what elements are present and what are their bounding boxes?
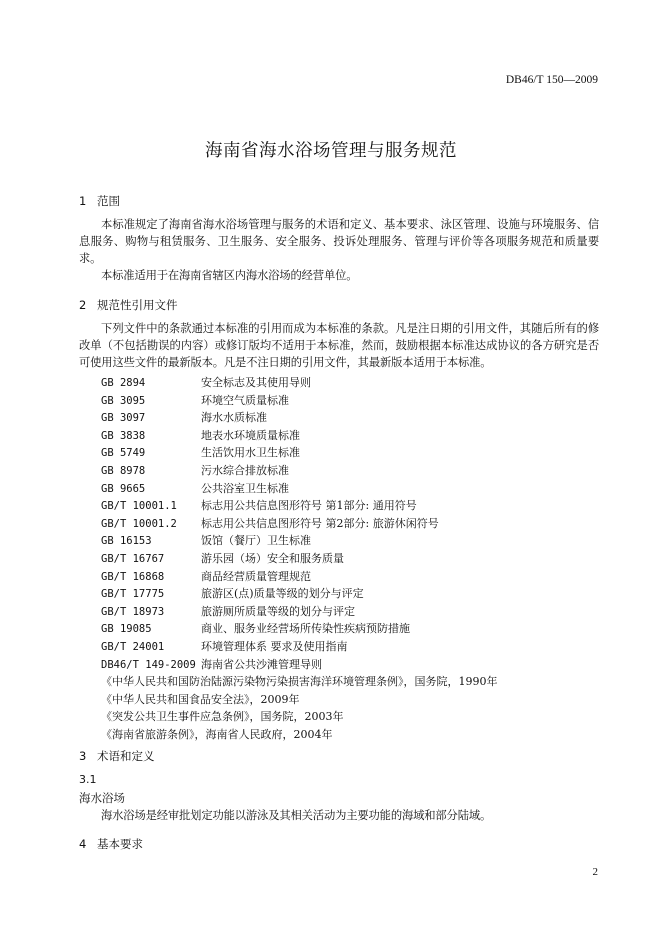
reference-code: GB 5749 xyxy=(101,447,146,460)
reference-title: 旅游区(点)质量等级的划分与评定 xyxy=(201,587,364,601)
reference-title: 商品经营质量管理规范 xyxy=(201,569,311,583)
reference-row xyxy=(101,568,311,585)
reference-title: 安全标志及其使用导则 xyxy=(201,376,311,389)
page-number: 2 xyxy=(592,866,598,878)
section-2-heading xyxy=(79,297,178,313)
reference-code: GB/T 18973 xyxy=(101,605,165,618)
reference-code: GB/T 17775 xyxy=(101,588,165,601)
section-number: 3 xyxy=(79,749,87,763)
reference-row xyxy=(101,532,311,549)
reference-code: GB 3838 xyxy=(101,429,146,442)
section-3-heading xyxy=(79,748,155,764)
section-title: 术语和定义 xyxy=(97,749,155,763)
reference-title: 旅游厕所质量等级的划分与评定 xyxy=(201,604,355,618)
section-number: 2 xyxy=(79,298,87,312)
reference-code: GB 9665 xyxy=(101,482,146,495)
reference-title: 游乐园（场）安全和服务质量 xyxy=(201,552,344,565)
reference-code: GB 16153 xyxy=(101,535,152,548)
section-title: 规范性引用文件 xyxy=(97,298,178,312)
reference-row xyxy=(101,374,311,391)
reference-row xyxy=(101,603,355,620)
document-id: DB46/T 150—2009 xyxy=(505,74,598,86)
section-1-heading xyxy=(79,193,120,209)
reference-title: 标志用公共信息图形符号 第2部分: 旅游休闲符号 xyxy=(201,516,439,530)
section-title: 范围 xyxy=(97,194,120,208)
reference-title: 地表水环境质量标准 xyxy=(201,428,300,442)
reference-code: GB 19085 xyxy=(101,623,152,636)
reference-code: GB 2894 xyxy=(101,377,146,389)
section-4-heading xyxy=(79,836,143,852)
term-definition: 海水浴场是经审批划定功能以游泳及其相关活动为主要功能的海域和部分陆域。 xyxy=(101,809,492,822)
reference-title: 公共浴室卫生标准 xyxy=(201,481,289,495)
section-number: 4 xyxy=(79,837,87,851)
reference-row xyxy=(101,515,439,532)
section-2-intro: 下列文件中的条款通过本标准的引用而成为本标准的条款。凡是注日期的引用文件，其随后所有的修改单（不包括勘误的内容）或修订版均不适用于本标准，然而，鼓励根据本标准达成协议的各方研究是否可使用这些文件的最新版本。凡是不注日期的引用文件，其最新版本适用于本标准。 xyxy=(79,322,599,369)
section-1-paragraph-2: 本标准适用于在海南省辖区内海水浴场的经营单位。 xyxy=(101,269,358,282)
reference-title: 环境管理体系 要求及使用指南 xyxy=(201,640,348,653)
reference-row xyxy=(101,585,364,602)
reference-code: GB/T 24001 xyxy=(101,641,165,653)
reference-row xyxy=(101,462,289,479)
reference-row xyxy=(101,409,267,426)
section-number: 1 xyxy=(79,194,87,208)
reference-code: GB 8978 xyxy=(101,465,146,477)
reference-code: GB/T 16767 xyxy=(101,553,165,565)
reference-row xyxy=(101,497,417,514)
page-title: 海南省海水浴场管理与服务规范 xyxy=(205,141,457,161)
reference-title: 饭馆（餐厅）卫生标准 xyxy=(201,534,311,548)
term-name: 海水浴场 xyxy=(79,791,125,805)
reference-title: 污水综合排放标准 xyxy=(201,464,289,477)
reference-row xyxy=(101,656,322,673)
regulation-item: 《突发公共卫生事件应急条例》，国务院，2003年 xyxy=(101,710,344,724)
section-1-paragraph-1: 本标准规定了海南省海水浴场管理与服务的术语和定义、基本要求、泳区管理、设施与环境服务、信息服务、购物与租赁服务、卫生服务、安全服务、投诉处理服务、管理与评价等各项服务规范和质量要求。 xyxy=(79,218,599,265)
regulation-item: 《中华人民共和国食品安全法》，2009年 xyxy=(101,692,300,706)
reference-row xyxy=(101,620,410,637)
reference-title: 商业、服务业经营场所传染性疾病预防措施 xyxy=(201,622,410,636)
reference-title: 海水水质标准 xyxy=(201,411,267,425)
reference-title: 生活饮用水卫生标准 xyxy=(201,446,300,460)
reference-code: GB/T 10001.2 xyxy=(101,517,177,530)
reference-row xyxy=(101,480,289,497)
regulation-item: 《中华人民共和国防治陆源污染物污染损害海洋环境管理条例》，国务院，1990年 xyxy=(101,675,498,689)
reference-code: GB 3095 xyxy=(101,394,146,407)
reference-row xyxy=(101,392,289,409)
reference-code: DB46/T 149-2009 xyxy=(101,658,196,671)
reference-title: 环境空气质量标准 xyxy=(201,393,289,407)
reference-code: GB/T 10001.1 xyxy=(101,500,177,513)
reference-row xyxy=(101,444,300,461)
reference-row xyxy=(101,638,348,655)
reference-code: GB/T 16868 xyxy=(101,570,165,583)
reference-title: 标志用公共信息图形符号 第1部分: 通用符号 xyxy=(201,499,417,513)
reference-code: GB 3097 xyxy=(101,412,146,425)
term-number: 3.1 xyxy=(79,773,97,786)
reference-row xyxy=(101,427,300,444)
regulation-item: 《海南省旅游条例》，海南省人民政府，2004年 xyxy=(101,728,333,741)
section-title: 基本要求 xyxy=(97,837,143,851)
reference-row xyxy=(101,550,344,567)
reference-title: 海南省公共沙滩管理导则 xyxy=(201,657,322,671)
